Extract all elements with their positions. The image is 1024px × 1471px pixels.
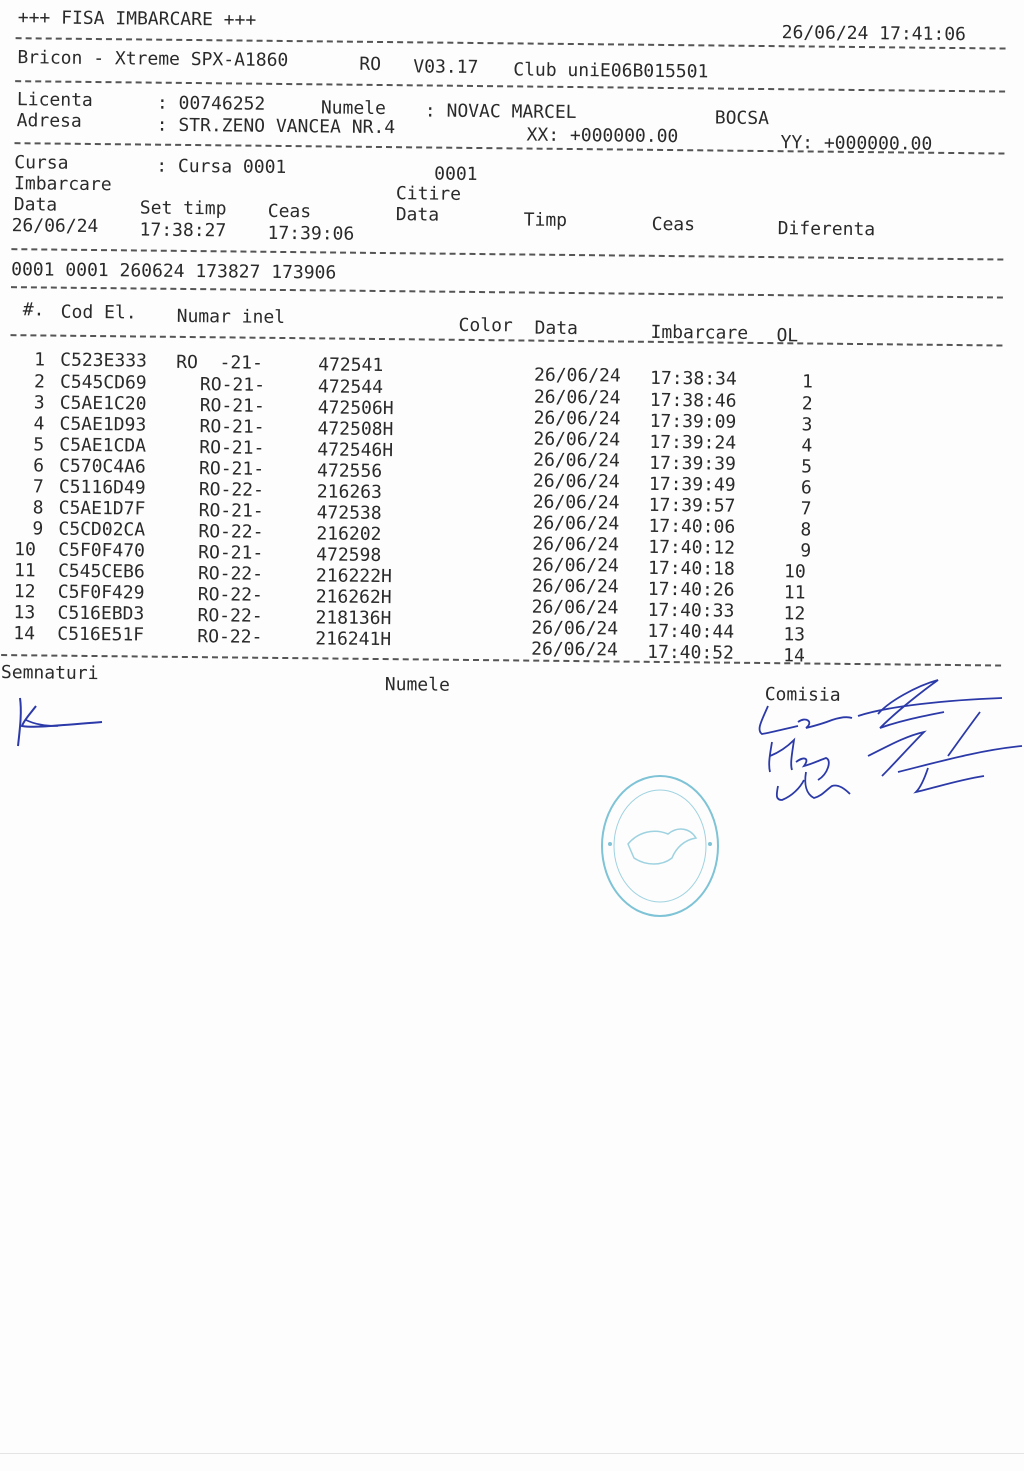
- col-data: Data: [13, 194, 58, 216]
- ring-number: 472508H: [317, 418, 394, 441]
- ol-number: 13: [783, 624, 806, 646]
- ring-number: 472598: [316, 544, 382, 567]
- adresa-label: Adresa: [16, 110, 82, 132]
- boarding-time: 17:39:57: [648, 494, 736, 517]
- boarding-time: 17:40:18: [647, 557, 735, 580]
- boarding-date: 26/06/24: [533, 386, 621, 409]
- row-number: 3: [33, 392, 45, 414]
- numele-label: Numele: [320, 97, 387, 120]
- cursa-code: 0001: [434, 163, 478, 186]
- ol-number: 1: [801, 371, 813, 393]
- race-code-line: 0001 0001 260624 173827 173906: [11, 259, 337, 284]
- electronic-code: C5AE1C20: [59, 392, 147, 415]
- ring-prefix: RO-21-: [199, 395, 265, 417]
- club-id: Club uniE06B015501: [513, 59, 709, 83]
- row-number: 5: [33, 434, 45, 456]
- boarding-time: 17:40:44: [647, 620, 735, 643]
- row-number: 13: [13, 602, 36, 624]
- boarding-time: 17:40:52: [647, 641, 735, 664]
- document-title: +++ FISA IMBARCARE +++: [17, 7, 257, 31]
- row-number: 11: [13, 560, 36, 582]
- col-set-timp: Set timp: [139, 197, 227, 220]
- boarding-date: 26/06/24: [532, 512, 620, 535]
- owner-signature: [12, 690, 112, 752]
- row-number: 1: [34, 349, 46, 371]
- col-ceas: Ceas: [267, 200, 312, 223]
- ring-prefix: RO-22-: [197, 605, 263, 627]
- coordinate-yy: YY: +000000.00: [780, 132, 933, 155]
- club-stamp: [598, 772, 722, 920]
- ring-prefix: RO-21-: [199, 437, 265, 459]
- col-citire-data: Data: [395, 204, 440, 226]
- numele-footer-label: Numele: [384, 674, 450, 696]
- electronic-code: C5F0F470: [58, 539, 146, 562]
- th-ol: OL: [776, 325, 799, 347]
- ring-number: 472546H: [317, 439, 394, 462]
- boarding-date: 26/06/24: [531, 575, 619, 598]
- row-number: 4: [33, 413, 45, 435]
- electronic-code: C523E333: [60, 349, 148, 372]
- boarding-date: 26/06/24: [533, 407, 621, 430]
- comisia-label: Comisia: [764, 684, 841, 706]
- ol-number: 5: [801, 456, 813, 478]
- separator: [11, 248, 1003, 260]
- row-number: 6: [33, 455, 45, 477]
- electronic-code: C570C4A6: [59, 455, 146, 478]
- electronic-code: C516EBD3: [57, 602, 145, 625]
- boarding-time: 17:39:49: [648, 473, 736, 496]
- th-imbarcare: Imbarcare: [650, 321, 749, 344]
- electronic-code: C5AE1D7F: [58, 497, 146, 520]
- th-nr: #.: [22, 299, 45, 321]
- ol-number: 3: [801, 414, 813, 436]
- ol-number: 8: [800, 519, 812, 541]
- race-date: 26/06/24: [11, 215, 99, 238]
- boarding-time: 17:40:33: [647, 599, 735, 622]
- electronic-code: C5F0F429: [57, 581, 145, 604]
- row-number: 7: [32, 476, 44, 498]
- boarding-time: 17:39:24: [649, 431, 737, 454]
- ring-number: 216262H: [315, 586, 392, 609]
- boarding-time: 17:38:34: [649, 367, 737, 390]
- ring-prefix: RO-21-: [198, 458, 265, 480]
- col-diferenta: Diferenta: [777, 218, 876, 241]
- ol-number: 14: [783, 645, 805, 667]
- separator: [1, 654, 1001, 666]
- device-country: RO: [359, 53, 382, 75]
- ol-number: 6: [800, 477, 812, 499]
- race-clock: 17:39:06: [267, 222, 355, 245]
- ring-prefix: RO-22-: [198, 479, 265, 501]
- th-color: Color: [458, 314, 513, 337]
- ring-prefix: RO-22-: [198, 521, 264, 543]
- row-number: 14: [13, 623, 36, 645]
- cursa-label: Cursa: [14, 152, 69, 174]
- boarding-time: 17:39:39: [649, 452, 736, 475]
- ring-prefix: RO -21-: [176, 351, 264, 374]
- row-number: 9: [32, 518, 44, 540]
- electronic-code: C5CD02CA: [58, 518, 146, 541]
- electronic-code: C5116D49: [58, 476, 146, 499]
- race-set-time: 17:38:27: [139, 219, 227, 242]
- boarding-date: 26/06/24: [533, 428, 621, 451]
- ring-number: 472541: [318, 354, 384, 377]
- ol-number: 10: [783, 561, 806, 583]
- boarding-date: 26/06/24: [531, 596, 619, 619]
- numele-value: : NOVAC MARCEL: [424, 100, 577, 124]
- boarding-time: 17:39:09: [649, 410, 737, 433]
- semnaturi-label: Semnaturi: [0, 662, 99, 685]
- ring-number: 472556: [316, 460, 383, 483]
- cursa-value: : Cursa 0001: [156, 155, 287, 179]
- owner-locality: BOCSA: [714, 107, 770, 130]
- row-number: 8: [32, 497, 44, 519]
- ring-prefix: RO-22-: [197, 563, 264, 585]
- ol-number: 2: [801, 393, 813, 415]
- boarding-time: 17:40:26: [647, 578, 735, 601]
- separator: [15, 80, 1005, 92]
- ol-number: 11: [783, 582, 806, 604]
- boarding-date: 26/06/24: [532, 491, 620, 514]
- ring-number: 472538: [316, 502, 382, 525]
- row-number: 12: [13, 581, 36, 603]
- boarding-time: 17:40:06: [648, 515, 736, 538]
- ol-number: 12: [783, 603, 806, 625]
- boarding-date: 26/06/24: [531, 638, 619, 661]
- row-number: 2: [33, 371, 45, 393]
- boarding-date: 26/06/24: [532, 554, 619, 577]
- ring-number: 218136H: [315, 607, 392, 630]
- print-timestamp: 26/06/24 17:41:06: [781, 22, 967, 46]
- ring-number: 216222H: [315, 565, 392, 588]
- boarding-date: 26/06/24: [533, 449, 621, 472]
- th-inel: Numar inel: [176, 305, 286, 329]
- ring-prefix: RO-21-: [199, 374, 266, 396]
- boarding-date: 26/06/24: [533, 364, 621, 387]
- th-cod: Cod El.: [60, 301, 137, 324]
- ring-prefix: RO-21-: [198, 500, 264, 522]
- ring-number: 472544: [317, 376, 384, 399]
- th-data: Data: [534, 317, 579, 340]
- col-timp: Timp: [523, 209, 568, 231]
- licenta-value: : 00746252: [156, 92, 266, 115]
- page-edge: [0, 1453, 1024, 1454]
- imbarcare-label: Imbarcare: [13, 173, 112, 196]
- electronic-code: C5AE1D93: [59, 413, 147, 436]
- ring-prefix: RO-21-: [198, 542, 264, 564]
- ring-number: 216241H: [315, 628, 392, 651]
- commission-signatures: [748, 676, 1024, 816]
- boarding-time: 17:38:46: [649, 389, 737, 412]
- ol-number: 4: [801, 435, 813, 457]
- ring-number: 216263: [316, 481, 383, 504]
- boarding-date: 26/06/24: [532, 533, 620, 556]
- ring-prefix: RO-22-: [197, 584, 263, 606]
- electronic-code: C545CD69: [59, 371, 147, 394]
- electronic-code: C545CEB6: [57, 560, 145, 583]
- separator: [11, 286, 1003, 298]
- electronic-code: C516E51F: [57, 623, 145, 646]
- ring-number: 472506H: [317, 397, 394, 420]
- ring-number: 216202: [316, 523, 382, 546]
- coordinate-xx: XX: +000000.00: [526, 124, 679, 148]
- ring-prefix: RO-22-: [197, 626, 263, 648]
- boarding-date: 26/06/24: [532, 470, 620, 493]
- electronic-code: C5AE1CDA: [59, 434, 147, 457]
- col-ceas-2: Ceas: [651, 213, 696, 236]
- boarding-date: 26/06/24: [531, 617, 619, 640]
- ring-prefix: RO-21-: [199, 416, 265, 438]
- device-name: Bricon - Xtreme SPX-A1860: [17, 47, 289, 72]
- ol-number: 7: [800, 498, 812, 520]
- licenta-label: Licenta: [16, 89, 93, 111]
- device-version: V03.17: [413, 56, 479, 79]
- boarding-time: 17:40:12: [648, 536, 736, 559]
- ol-number: 9: [800, 540, 812, 562]
- adresa-value: : STR.ZENO VANCEA NR.4: [156, 114, 396, 139]
- citire-label: Citire: [395, 183, 462, 205]
- row-number: 10: [14, 539, 37, 561]
